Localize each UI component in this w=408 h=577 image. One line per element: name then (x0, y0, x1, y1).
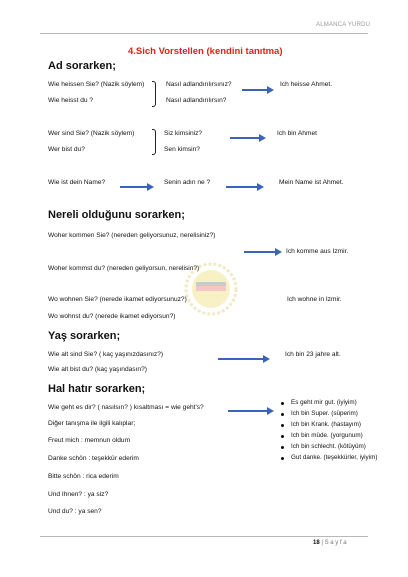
s1-q4: Wer bist du? (48, 146, 85, 153)
s1-q3: Wer sind Sie? (Nazik söylem) (48, 130, 135, 137)
arrow-right-icon (244, 248, 282, 256)
s1-q3-tr: Siz kimsiniz? (164, 130, 203, 137)
s4-line-4: Bitte schön : rica ederim (48, 473, 119, 480)
brace-icon (152, 81, 156, 107)
header-rule (40, 33, 368, 34)
s4-line-3: Danke schön : teşekkür ederim (48, 455, 139, 462)
s2-q3-ans: Ich wohne in Izmir. (287, 296, 342, 303)
s3-q2: Wie alt bist du? (kaç yaşındasın?) (48, 366, 147, 373)
s1-q2: Wie heisst du ? (48, 97, 94, 104)
s2-q4: Wo wohnst du? (nerede ikamet ediyorsun?) (48, 313, 176, 320)
answer-2: Ich bin Super. (süperim) (291, 410, 358, 417)
s3-q1-ans: Ich bin 23 jahre alt. (285, 351, 341, 358)
heading-ad-sorarken: Ad sorarken; (48, 60, 116, 72)
s1-q5: Wie ist dein Name? (48, 179, 106, 186)
page-footer (313, 540, 347, 546)
bullet-icon (281, 413, 284, 416)
footer-separator: | (321, 540, 323, 546)
s4-line-1: Diğer tanışma ile ilgili kalıplar; (48, 420, 136, 427)
s4-line-6: Und du? : ya sen? (48, 508, 102, 515)
brace-icon (152, 129, 156, 155)
bullet-icon (281, 424, 284, 427)
bullet-icon (281, 446, 284, 449)
bullet-icon (281, 435, 284, 438)
answer-4: Ich bin müde. (yorgunum) (291, 432, 363, 439)
s1-q5-tr: Senin adın ne ? (164, 179, 211, 186)
s4-line-2: Freut mich : memnun oldum (48, 437, 131, 444)
s1-q1-tr: Nasıl adlandırılırsınız? (166, 81, 232, 88)
s1-q5-ans: Mein Name ist Ahmet. (279, 179, 344, 186)
bullet-icon (281, 402, 284, 405)
page-word: S a y f a (324, 540, 347, 546)
s1-q2-tr: Nasıl adlandırılırsın? (166, 97, 227, 104)
answer-5: Ich bin schlecht. (kötüyüm) (291, 443, 366, 450)
heading-hal-hatir: Hal hatır sorarken; (48, 383, 146, 395)
answer-1: Es geht mir gut. (iyiyim) (291, 399, 357, 406)
s4-line-5: Und Ihnen? : ya siz? (48, 491, 109, 498)
arrow-right-icon (218, 355, 270, 363)
page-title: 4.Sich Vorstellen (kendini tanıtma) (128, 46, 283, 57)
bullet-icon (281, 457, 284, 460)
s2-q3: Wo wohnen Sie? (nerede ikamet ediyorsunuz?) (48, 296, 187, 303)
arrow-right-icon (228, 407, 274, 415)
arrow-right-icon (120, 183, 154, 191)
s1-q4-tr: Sen kimsin? (164, 146, 200, 153)
heading-nereli: Nereli olduğunu sorarken; (48, 209, 185, 221)
s3-q1: Wie alt sind Sie? ( kaç yaşınızdasınız?) (48, 351, 164, 358)
footer-rule (40, 536, 368, 537)
answer-6: Gut danke. (teşekkürler, iyiyim) (291, 454, 378, 461)
page-number: 18 (313, 540, 320, 546)
s1-q1-ans: Ich heisse Ahmet. (280, 81, 333, 88)
arrow-right-icon (226, 183, 264, 191)
arrow-right-icon (230, 134, 266, 142)
heading-yas: Yaş sorarken; (48, 330, 121, 342)
s2-q1-ans: Ich komme aus Izmir. (286, 248, 349, 255)
s4-q1: Wie geht es dir? ( nasılsın? ) kısaltması = wie geht's? (48, 404, 204, 411)
arrow-right-icon (242, 86, 274, 94)
answer-3: Ich bin Krank. (hastayım) (291, 421, 361, 428)
site-header: ALMANCA YURDU (316, 22, 371, 28)
s1-q1: Wie heissen Sie? (Nazik söylem) (48, 81, 145, 88)
s1-q3-ans: Ich bin Ahmet (277, 130, 317, 137)
almanca-yurdu-seal-icon (184, 262, 238, 316)
s2-q2: Woher kommst du? (nereden geliyorsun, nerelisin?) (48, 265, 200, 272)
s2-q1: Woher kommen Sie? (nereden geliyorsunuz, nerelisiniz?) (48, 232, 216, 239)
